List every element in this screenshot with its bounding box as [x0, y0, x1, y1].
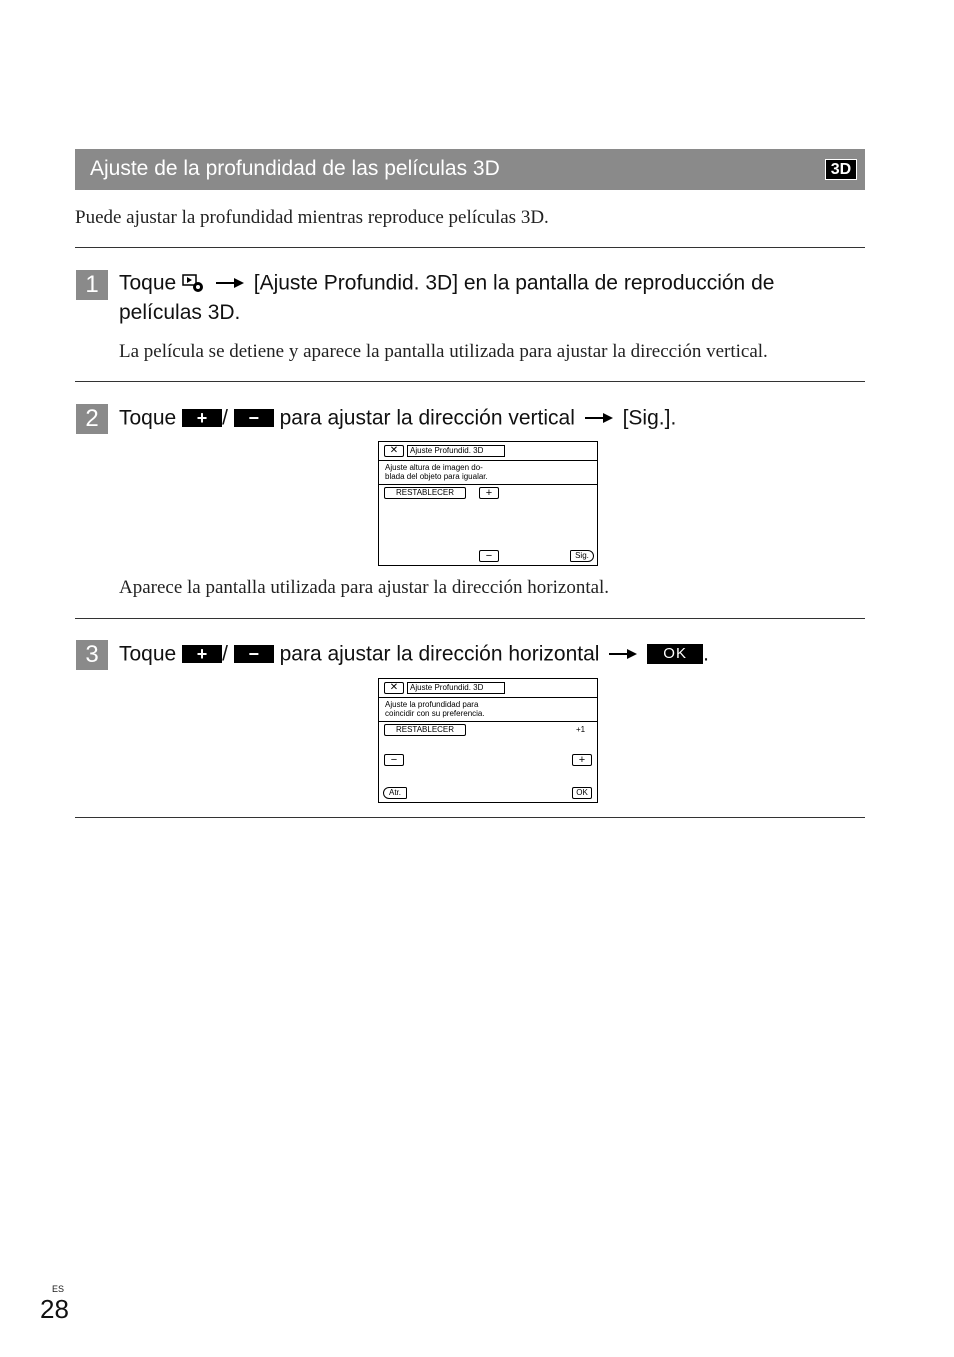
screen-title-bar — [379, 679, 597, 698]
back-button[interactable]: Atr. — [383, 787, 407, 799]
divider — [75, 817, 865, 818]
screen-title-bar — [379, 442, 597, 461]
screen-description — [385, 463, 488, 481]
language-code: ES — [52, 1284, 65, 1294]
3d-badge: 3D — [825, 159, 857, 180]
step-2-note: Aparece la pantalla utilizada para ajustar la dirección horizontal. — [119, 577, 610, 598]
playback-settings-icon — [182, 273, 206, 293]
arrow-right-icon — [216, 277, 244, 289]
arrow-right-icon — [585, 412, 613, 424]
step-1-text-c: películas 3D. — [119, 301, 241, 324]
section-header — [75, 149, 865, 190]
screen-divider — [379, 721, 597, 722]
step-1-text-a: Toque — [119, 271, 177, 295]
step-2-number: 2 — [76, 404, 108, 434]
step-2-text-a: Toque — [119, 406, 177, 430]
next-button[interactable]: Sig. — [570, 550, 594, 562]
divider — [75, 247, 865, 248]
reset-button[interactable]: RESTABLECER — [384, 487, 466, 499]
page-number: 28 — [40, 1294, 69, 1324]
plus-button-icon: + — [182, 409, 222, 427]
ok-button-icon: OK — [647, 644, 703, 664]
horizontal-adjust-screen — [378, 678, 598, 803]
close-icon[interactable]: ✕ — [384, 445, 404, 457]
step-2-text-c: [Sig.]. — [622, 406, 677, 430]
step-1-text-b: [Ajuste Profundid. 3D] en la pantalla de reproducción de — [253, 271, 775, 295]
arrow-right-icon — [609, 648, 637, 660]
period: . — [703, 642, 709, 666]
close-icon[interactable]: ✕ — [384, 682, 404, 694]
desc-line-2: coincidir con su preferencia. — [385, 709, 485, 718]
minus-button-icon: − — [234, 645, 274, 663]
slash: / — [222, 642, 228, 666]
desc-line-2: blada del objeto para igualar. — [385, 472, 488, 481]
screen-title: Ajuste Profundid. 3D — [407, 682, 505, 694]
depth-value: +1 — [576, 725, 586, 734]
screen-title: Ajuste Profundid. 3D — [407, 445, 505, 457]
step-2-text-b: para ajustar la dirección vertical — [279, 406, 575, 430]
ok-button[interactable]: OK — [572, 787, 592, 799]
step-1-number: 1 — [76, 270, 108, 300]
reset-button[interactable]: RESTABLECER — [384, 724, 466, 736]
divider — [75, 618, 865, 619]
screen-description — [385, 700, 485, 718]
step-3-text-b: para ajustar la dirección horizontal — [279, 642, 600, 666]
divider — [75, 381, 865, 382]
plus-button-icon: + — [182, 645, 222, 663]
step-1-instruction — [119, 268, 774, 298]
slash: / — [222, 406, 228, 430]
plus-button[interactable]: + — [479, 487, 499, 499]
intro-text: Puede ajustar la profundidad mientras reproduce películas 3D. — [75, 207, 549, 228]
minus-button-icon: − — [234, 409, 274, 427]
step-2-instruction — [119, 403, 676, 433]
desc-line-1: Ajuste altura de imagen do- — [385, 463, 483, 472]
minus-button[interactable]: − — [479, 550, 499, 562]
step-3-text-a: Toque — [119, 642, 177, 666]
section-title: Ajuste de la profundidad de las películas 3D — [90, 157, 500, 180]
step-3-number: 3 — [76, 640, 108, 670]
desc-line-1: Ajuste la profundidad para — [385, 700, 479, 709]
vertical-adjust-screen — [378, 441, 598, 566]
screen-divider — [379, 484, 597, 485]
minus-button[interactable]: − — [384, 754, 404, 766]
step-1-note: La película se detiene y aparece la pantalla utilizada para ajustar la dirección vertical. — [119, 341, 768, 362]
plus-button[interactable]: + — [572, 754, 592, 766]
step-3-instruction — [119, 639, 709, 669]
